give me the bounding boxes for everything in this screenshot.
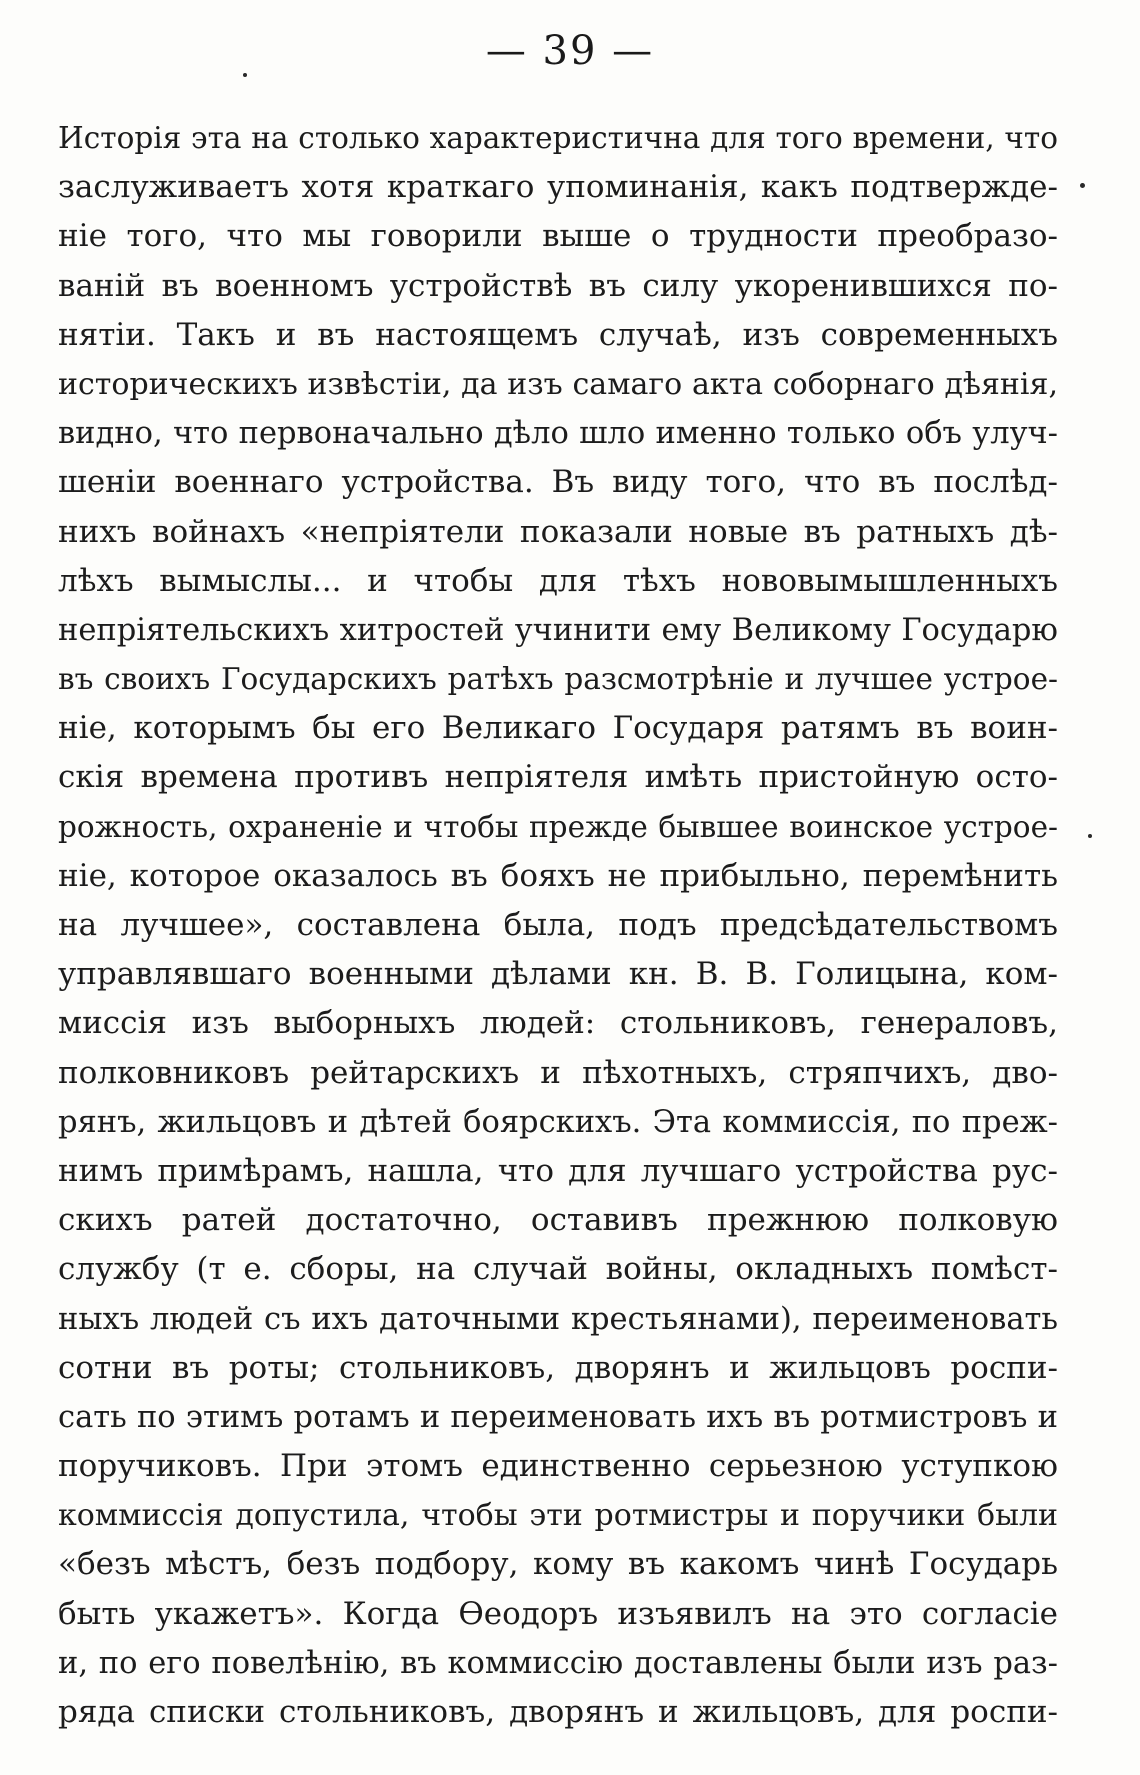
text-line: службу (т е. сборы, на случай войны, окладныхъ помѣст- — [58, 1251, 1058, 1288]
text-line: нятіи. Такъ и въ настоящемъ случаѣ, изъ современныхъ — [58, 316, 1058, 353]
print-speck — [1088, 834, 1092, 838]
text-line: видно, что первоначально дѣло шло именно только объ улуч- — [58, 416, 1058, 452]
text-line: нимъ примѣрамъ, нашла, что для лучшаго устройства рус- — [58, 1152, 1058, 1189]
text-line: управлявшаго военными дѣлами кн. В. В. Голицына, ком- — [58, 956, 1058, 993]
text-line: скихъ ратей достаточно, оставивъ прежнюю полковую — [58, 1202, 1058, 1239]
text-line: ваній въ военномъ устройствѣ въ силу укоренившихся по- — [58, 267, 1058, 304]
text-line: коммиссія допустила, чтобы эти ротмистры и поручики были — [58, 1498, 1058, 1534]
text-line: лѣхъ вымыслы... и чтобы для тѣхъ нововымышленныхъ — [58, 562, 1058, 599]
body-text — [58, 114, 1058, 1737]
text-line: историческихъ извѣстіи, да изъ самаго акта соборнаго дѣянія, — [58, 366, 1058, 402]
text-line: ніе, которое оказалось въ бояхъ не прибыльно, перемѣнить — [58, 857, 1058, 894]
text-line: Исторія эта на столько характеристична для того времени, что — [58, 121, 1058, 155]
text-line: на лучшее», составлена была, подъ предсѣдательствомъ — [58, 907, 1058, 943]
text-line: ныхъ людей съ ихъ даточными крестьянами), переименовать — [58, 1301, 1058, 1337]
print-speck — [243, 73, 247, 77]
text-line: поручиковъ. При этомъ единственно серьезною уступкою — [58, 1448, 1058, 1485]
text-line: сотни въ роты; стольниковъ, дворянъ и жильцовъ роспи- — [58, 1349, 1058, 1386]
text-line: скія времена противъ непріятеля имѣть пристойную осто- — [58, 759, 1058, 796]
text-line: непріятельскихъ хитростей учинити ему Великому Государю — [58, 612, 1058, 648]
text-line: въ своихъ Государскихъ ратѣхъ разсмотрѣніе и лучшее устрое- — [58, 662, 1058, 697]
text-line: «безъ мѣстъ, безъ подбору, кому въ какомъ чинѣ Государь — [58, 1546, 1058, 1583]
text-line: сать по этимъ ротамъ и переименовать ихъ въ ротмистровъ и — [58, 1399, 1058, 1435]
print-speck — [1080, 183, 1085, 188]
text-line: рянъ, жильцовъ и дѣтей боярскихъ. Эта коммиссія, по преж- — [58, 1104, 1058, 1140]
text-line: быть укажетъ». Когда Ѳеодоръ изъявилъ на это согласіе — [58, 1595, 1058, 1632]
text-line: и, по его повелѣнію, въ коммиссію доставлены были изъ раз- — [58, 1645, 1058, 1681]
text-line: рожность, охраненіе и чтобы прежде бывшее воинское устрое- — [58, 809, 1058, 844]
text-line: ніе, которымъ бы его Великаго Государя ратямъ въ воин- — [58, 710, 1058, 747]
text-line: ніе того, что мы говорили выше о трудности преобразо- — [58, 218, 1058, 255]
text-line: миссія изъ выборныхъ людей: стольниковъ, генераловъ, — [58, 1005, 1058, 1042]
text-line: полковниковъ рейтарскихъ и пѣхотныхъ, стряпчихъ, дво- — [58, 1054, 1058, 1091]
page-number: — 39 — — [485, 28, 655, 74]
text-line: нихъ войнахъ «непріятели показали новые въ ратныхъ дѣ- — [58, 513, 1058, 550]
text-line: шеніи военнаго устройства. Въ виду того, что въ послѣд- — [58, 464, 1058, 501]
text-line: заслуживаетъ хотя краткаго упоминанія, какъ подтвержде- — [58, 169, 1058, 206]
text-line: ряда списки стольниковъ, дворянъ и жильцовъ, для роспи- — [58, 1694, 1058, 1730]
